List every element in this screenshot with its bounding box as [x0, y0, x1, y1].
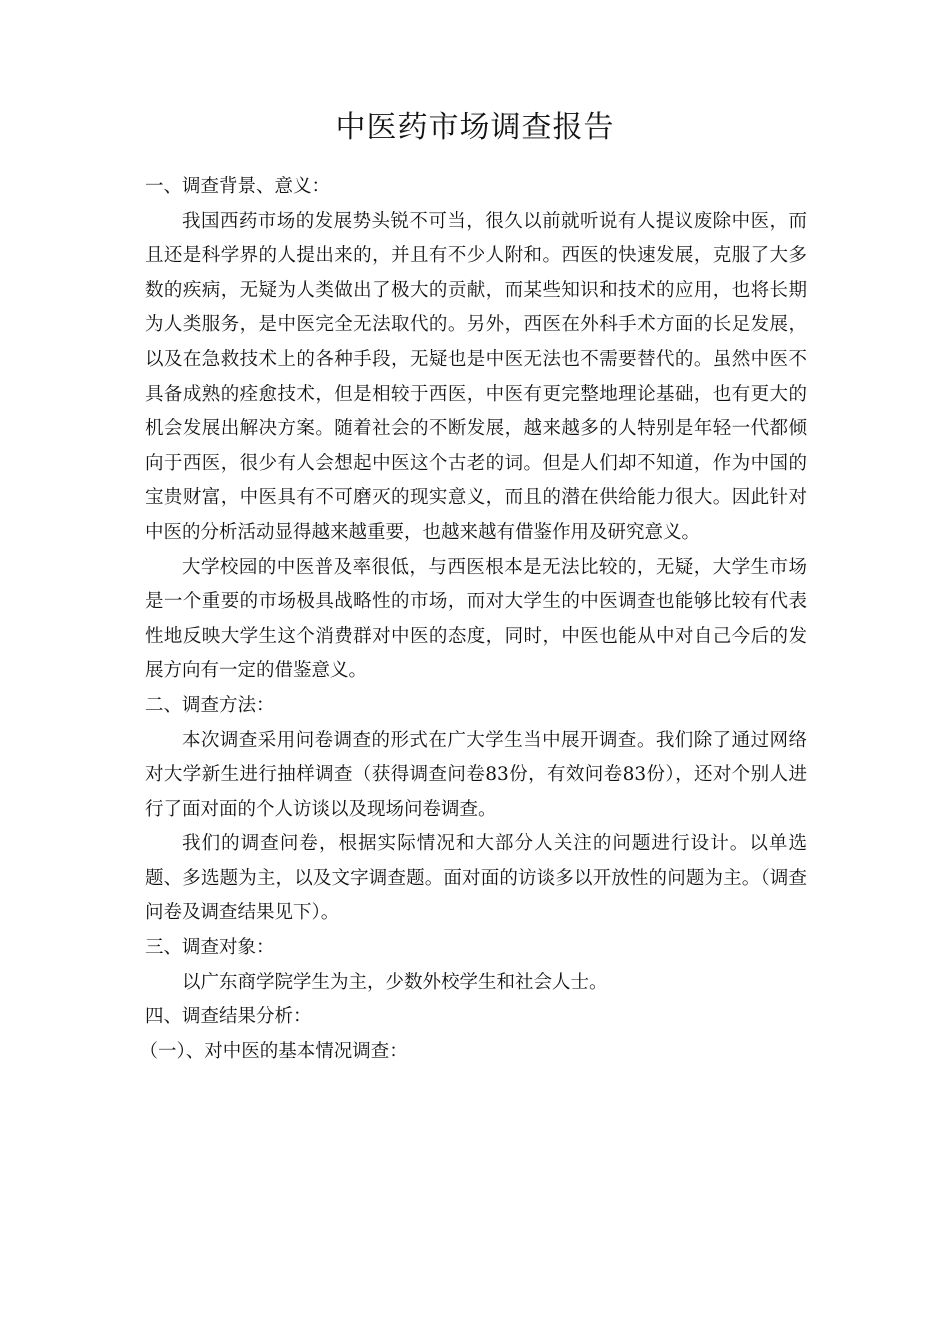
paragraph-method-2: 我们的调查问卷，根据实际情况和大部分人关注的问题进行设计。以单选题、多选题为主，以及文字调查题。面对面的访谈多以开放性的问题为主。（调查问卷及调查结果见下）。	[145, 833, 807, 924]
page-title: 中医药市场调查报告	[335, 110, 615, 145]
section-heading-background: 一、调查背景、意义：	[145, 176, 331, 197]
paragraph-method-1: 本次调查采用问卷调查的形式在广大学生当中展开调查。我们除了通过网络对大学新生进行抽样调查（获得调查问卷83份，有效问卷83份），还对个别人进行了面对面的个人访谈以及现场问卷调查。	[145, 729, 807, 820]
section-heading-method: 二、调查方法：	[145, 694, 275, 716]
paragraph-background-1: 我国西药市场的发展势头锐不可当，很久以前就听说有人提议废除中医，而且还是科学界的人提出来的，并且有不少人附和。西医的快速发展，克服了大多数的疾病，无疑为人类做出了极大的贡献，而某些知识和技术的应用，也将长期为人类服务，是中医完全无法取代的。另外，西医在外科手术方面的长足发展，以及在急救技术上的各种手段，无疑也是中医无法也不需要替代的。虽然中医不具备成熟的痊愈技术，但是相较于西医，中医有更完整地理论基础，也有更大的机会发展出解决方案。随着社会的不断发展，越来越多的人特别是年轻一代都倾向于西医，很少有人会想起中医这个古老的词。但是人们却不知道，作为中国的宝贵财富，中医具有不可磨灭的现实意义，而且的潜在供给能力很大。因此针对中医的分析活动显得越来越重要，也越来越有借鉴作用及研究意义。	[145, 210, 807, 543]
document-body	[139, 170, 807, 1069]
section-heading-subjects: 三、调查对象：	[145, 937, 275, 959]
paragraph-background-2: 大学校园的中医普及率很低，与西医根本是无法比较的，无疑，大学生市场是一个重要的市场极具战略性的市场，而对大学生的中医调查也能够比较有代表性地反映大学生这个消费群对中医的态度，同时，中医也能从中对自己今后的发展方向有一定的借鉴意义。	[145, 556, 807, 682]
paragraph-subjects: 以广东商学院学生为主，少数外校学生和社会人士。	[182, 971, 608, 993]
section-heading-results: 四、调查结果分析：	[145, 1006, 312, 1028]
subsection-heading-basic-survey: （一）、对中医的基本情况调查：	[139, 1040, 408, 1062]
